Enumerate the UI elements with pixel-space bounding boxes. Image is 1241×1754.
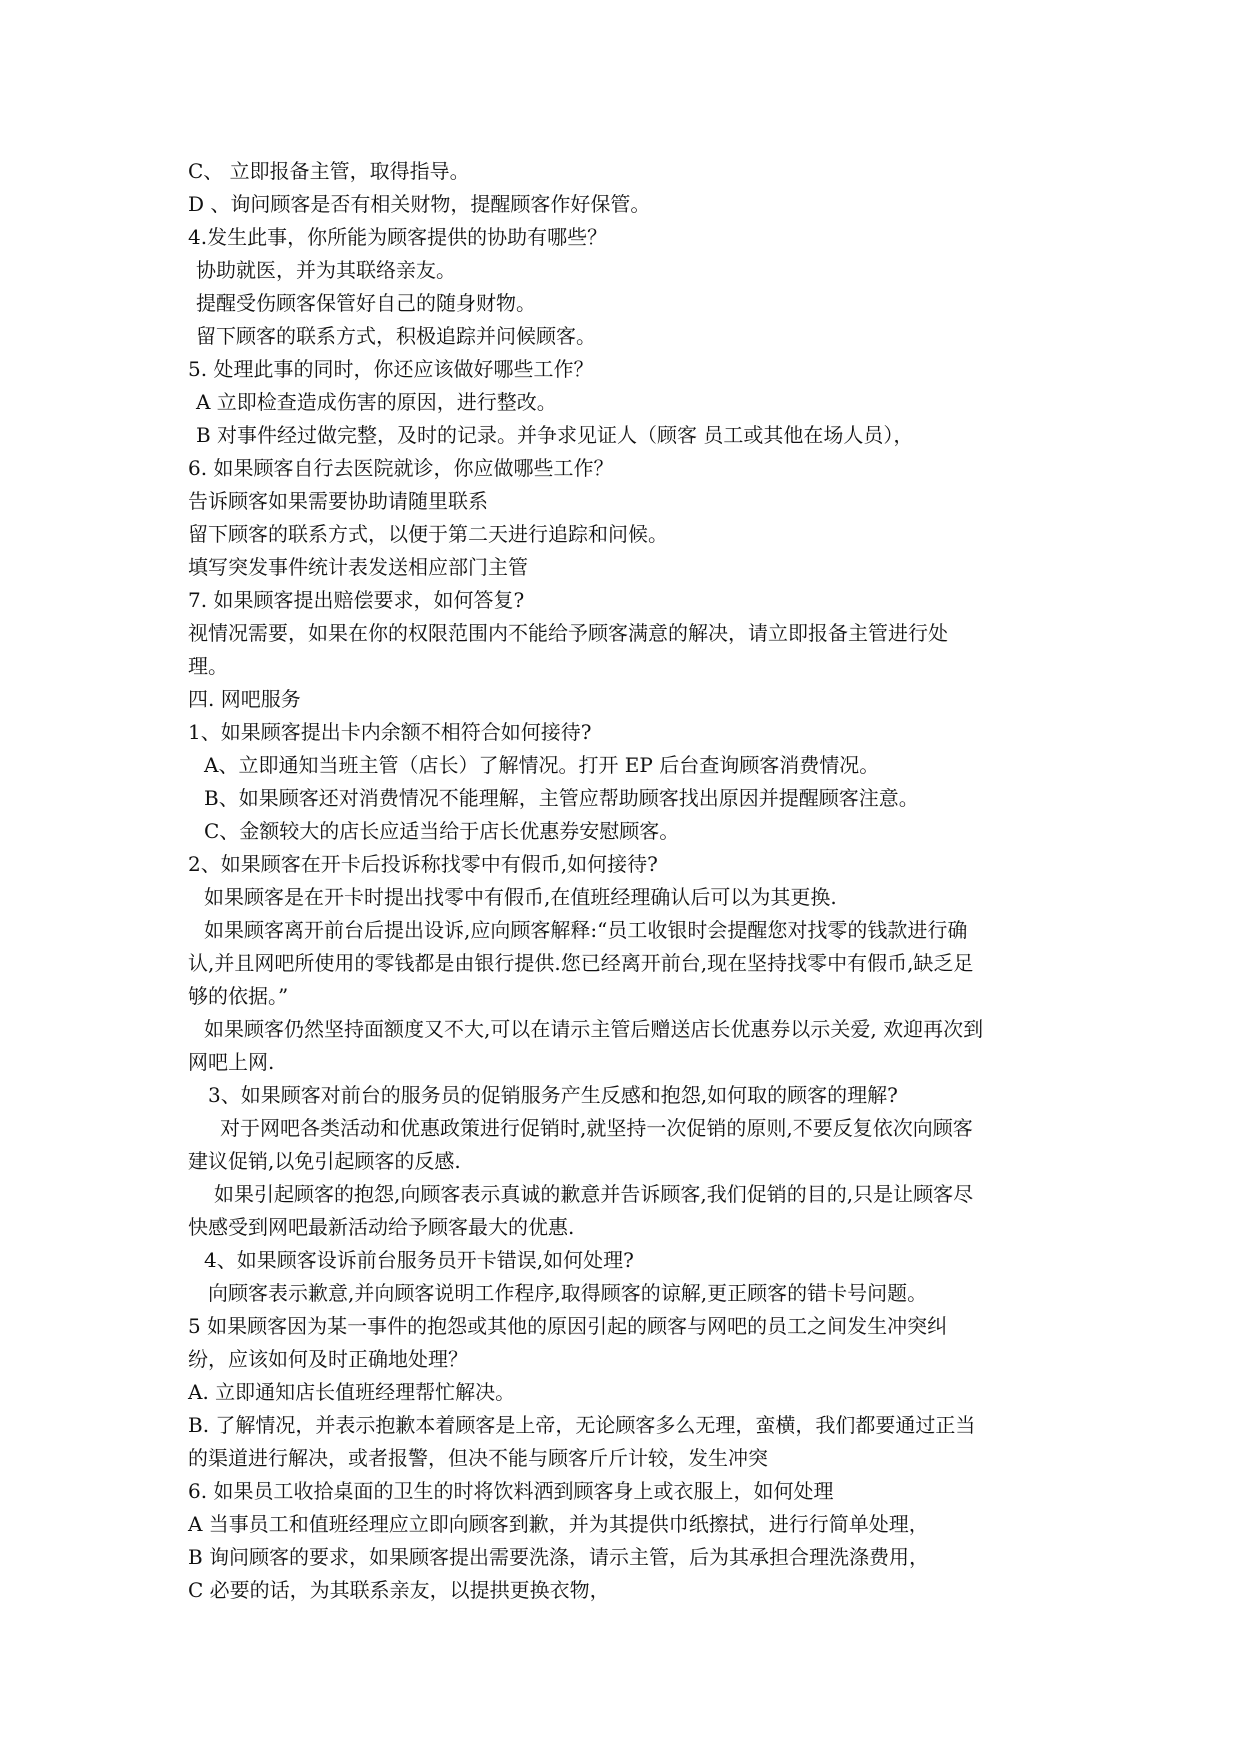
question-heading: 7. 如果顾客提出赔偿要求，如何答复? [188, 588, 525, 612]
text-line: 网吧上网. [188, 1050, 275, 1074]
text-line: 提醒受伤顾客保管好自己的随身财物。 [196, 291, 536, 315]
text-line: A. 立即通知店长值班经理帮忙解决。 [188, 1380, 516, 1404]
text-line: B 询问顾客的要求，如果顾客提出需要洗涤，请示主管，后为其承担合理洗涤费用， [188, 1545, 930, 1569]
question-heading: 5. 处理此事的同时，你还应该做好哪些工作？ [188, 357, 594, 381]
question-heading: 5 如果顾客因为某一事件的抱怨或其他的原因引起的顾客与网吧的员工之间发生冲突纠 [188, 1314, 948, 1338]
text-line: 视情况需要，如果在你的权限范围内不能给予顾客满意的解决，请立即报备主管进行处 [188, 621, 948, 645]
question-heading: 4、如果顾客设诉前台服务员开卡错误,如何处理? [204, 1248, 634, 1272]
text-line: 的渠道进行解决，或者报警，但决不能与顾客斤斤计较，发生冲突 [188, 1446, 768, 1470]
text-line: 如果引起顾客的抱怨,向顾客表示真诚的歉意并告诉顾客,我们促销的目的,只是让顾客尽 [214, 1182, 974, 1206]
text-line: 如果顾客仍然坚持面额度又不大,可以在请示主管后赠送店长优惠券以示关爱, 欢迎再次到 [204, 1017, 984, 1041]
text-line: 协助就医，并为其联络亲友。 [196, 258, 456, 282]
document-body [188, 155, 1068, 1607]
text-line: C、 立即报备主管，取得指导。 [188, 159, 470, 183]
text-line: 快感受到网吧最新活动给予顾客最大的优惠. [188, 1215, 575, 1239]
text-line: 留下顾客的联系方式，以便于第二天进行追踪和问候。 [188, 522, 668, 546]
text-line: B 对事件经过做完整，及时的记录。并争求见证人（顾客 员工或其他在场人员）， [196, 423, 914, 447]
text-line: C、金额较大的店长应适当给于店长优惠券安慰顾客。 [204, 819, 680, 843]
text-line: 如果顾客是在开卡时提出找零中有假币,在值班经理确认后可以为其更换. [204, 885, 837, 909]
text-line: B. 了解情况，并表示抱歉本着顾客是上帝，无论顾客多么无理，蛮横，我们都要通过正当 [188, 1413, 976, 1437]
text-line: 告诉顾客如果需要协助请随里联系 [188, 489, 488, 513]
text-line: 够的依据。” [188, 984, 289, 1008]
text-line: 向顾客表示歉意,并向顾客说明工作程序,取得顾客的谅解,更正顾客的错卡号问题。 [208, 1281, 928, 1305]
question-heading: 1、如果顾客提出卡内余额不相符合如何接待? [188, 720, 592, 744]
question-heading: 4.发生此事，你所能为顾客提供的协助有哪些？ [188, 225, 608, 249]
text-line: 认,并且网吧所使用的零钱都是由银行提供.您已经离开前台,现在坚持找零中有假币,缺乏足 [188, 951, 974, 975]
text-line: B、如果顾客还对消费情况不能理解，主管应帮助顾客找出原因并提醒顾客注意。 [204, 786, 919, 810]
question-heading: 2、如果顾客在开卡后投诉称找零中有假币,如何接待? [188, 852, 658, 876]
text-line: 理。 [188, 654, 228, 678]
text-line: 如果顾客离开前台后提出设诉,应向顾客解释:“员工收银时会提醒您对找零的钱款进行确 [204, 918, 968, 942]
text-line: 建议促销,以免引起顾客的反感. [188, 1149, 461, 1173]
text-line: 纷，应该如何及时正确地处理？ [188, 1347, 468, 1371]
text-line: A、立即通知当班主管（店长）了解情况。打开 EP 后台查询顾客消费情况。 [204, 753, 880, 777]
text-line: D 、询问顾客是否有相关财物，提醒顾客作好保管。 [188, 192, 651, 216]
text-line: 留下顾客的联系方式，积极追踪并问候顾客。 [196, 324, 596, 348]
text-line: 对于网吧各类活动和优惠政策进行促销时,就坚持一次促销的原则,不要反复依次向顾客 [220, 1116, 973, 1140]
text-line: A 立即检查造成伤害的原因，进行整改。 [196, 390, 557, 414]
section-heading: 四. 网吧服务 [188, 687, 301, 711]
question-heading: 3、如果顾客对前台的服务员的促销服务产生反感和抱怨,如何取的顾客的理解? [208, 1083, 898, 1107]
question-heading: 6. 如果顾客自行去医院就诊，你应做哪些工作？ [188, 456, 614, 480]
text-line: 填写突发事件统计表发送相应部门主管 [188, 555, 528, 579]
text-line: A 当事员工和值班经理应立即向顾客到歉，并为其提供巾纸擦拭，进行行简单处理， [188, 1512, 929, 1536]
question-heading: 6. 如果员工收拾桌面的卫生的时将饮料洒到顾客身上或衣服上，如何处理 [188, 1479, 834, 1503]
text-line: C 必要的话，为其联系亲友，以提拱更换衣物， [188, 1578, 610, 1602]
